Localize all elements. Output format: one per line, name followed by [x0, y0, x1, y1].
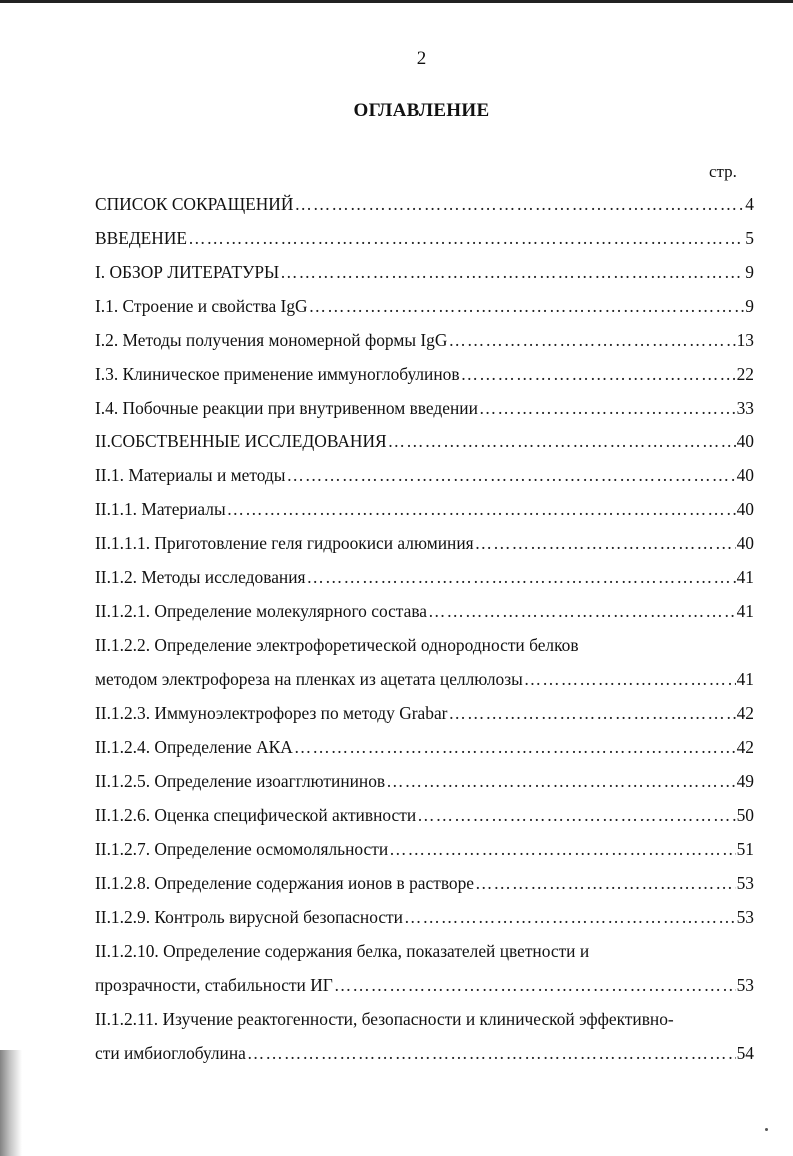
toc-entry-page: 40 [736, 431, 754, 451]
toc-entry-title: II.1. Материалы и методы [95, 465, 286, 485]
dot-leader [386, 769, 735, 793]
page-column-label: стр. [709, 162, 737, 181]
toc-entry-2-1-2-5[interactable] [95, 769, 754, 793]
toc-entry-2-1-2-9[interactable] [95, 905, 754, 929]
dot-leader [389, 837, 735, 861]
toc-entry-page: 40 [736, 499, 754, 519]
toc-entry-page: 54 [736, 1043, 754, 1063]
toc-entry-title: СПИСОК СОКРАЩЕНИЙ [95, 194, 294, 214]
toc-entry-2-1-2-4[interactable] [95, 735, 754, 759]
dot-leader [247, 1041, 736, 1065]
dot-leader [448, 328, 735, 352]
toc-entry-1-1[interactable] [95, 294, 754, 318]
toc-entry-title: II.1.2.9. Контроль вирусной безопасности [95, 907, 403, 927]
toc-entry-title: II.1.2.10. Определение содержания белка, показателей цветности и [95, 941, 590, 961]
toc-entry-2-1-2-2[interactable] [95, 633, 754, 657]
page-top-edge [0, 0, 793, 3]
toc-entry-title: I.3. Клиническое применение иммуноглобулинов [95, 364, 460, 384]
toc-entry-page: 42 [736, 737, 754, 757]
dot-leader [417, 803, 735, 827]
toc-entry-page: 41 [736, 601, 754, 621]
dot-leader [404, 905, 736, 929]
toc-entry-title: II.1.2.6. Оценка специфической активности [95, 805, 417, 825]
toc-entry-title: II.1.1. Материалы [95, 499, 226, 519]
dot-leader [388, 429, 736, 453]
toc-entry-1-2[interactable] [95, 328, 754, 352]
dot-leader [188, 226, 744, 250]
toc-entry-page: 40 [736, 533, 754, 553]
toc-entry-2-1-2-11-cont[interactable] [95, 1041, 754, 1065]
toc-entry-title: II.1.2.1. Определение молекулярного состава [95, 601, 428, 621]
toc-entry-literature-review[interactable] [95, 260, 754, 284]
toc-entry-page: 9 [745, 262, 754, 282]
toc-entry-title: методом электрофореза на пленках из ацетата целлюлозы [95, 669, 523, 689]
toc-entry-2-1-2-10[interactable] [95, 939, 754, 963]
toc-entry-title: ВВЕДЕНИЕ [95, 228, 188, 248]
toc-entry-page: 51 [736, 839, 754, 859]
dot-leader [309, 294, 745, 318]
toc-entry-abbreviations[interactable] [95, 192, 754, 216]
toc-entry-title: II.СОБСТВЕННЫЕ ИССЛЕДОВАНИЯ [95, 431, 387, 451]
dot-leader [448, 701, 735, 725]
dot-leader [280, 260, 744, 284]
toc-entry-2-1-2-3[interactable] [95, 701, 754, 725]
dot-leader [334, 973, 736, 997]
toc-entry-2-1-2-10-cont[interactable] [95, 973, 754, 997]
toc-entry-page: 33 [736, 398, 754, 418]
toc-entry-title: I.2. Методы получения мономерной формы IgG [95, 330, 448, 350]
dot-leader [294, 735, 736, 759]
page-number: 2 [416, 48, 427, 69]
toc-entry-title: II.1.2.8. Определение содержания ионов в растворе [95, 873, 475, 893]
toc-entry-page: 22 [736, 364, 754, 384]
toc-entry-title: II.1.2. Методы исследования [95, 567, 306, 587]
scan-speck [765, 1128, 768, 1131]
toc-entry-page: 4 [745, 194, 754, 214]
toc-entry-title: II.1.2.2. Определение электрофоретической однородности белков [95, 635, 579, 655]
toc-entry-2-1-2[interactable] [95, 565, 754, 589]
toc-entry-page: 53 [736, 907, 754, 927]
dot-leader [428, 599, 736, 623]
toc-entry-2-1-2-2-cont[interactable] [95, 667, 754, 691]
dot-leader [479, 396, 736, 420]
toc-entry-title: I.4. Побочные реакции при внутривенном введении [95, 398, 478, 418]
toc-entry-title: I. ОБЗОР ЛИТЕРАТУРЫ [95, 262, 280, 282]
toc-entry-title: сти имбиоглобулина [95, 1043, 246, 1063]
toc-entry-2-1-2-6[interactable] [95, 803, 754, 827]
scan-edge-shadow [0, 1050, 22, 1156]
dot-leader [286, 463, 735, 487]
toc-entry-title: II.1.2.3. Иммуноэлектрофорез по методу Grabar [95, 703, 448, 723]
toc-entry-2-1-1[interactable] [95, 497, 754, 521]
toc-entry-own-research[interactable] [95, 429, 754, 453]
toc-entry-introduction[interactable] [95, 226, 754, 250]
toc-entry-2-1[interactable] [95, 463, 754, 487]
toc-entry-title: II.1.1.1. Приготовление геля гидроокиси алюминия [95, 533, 474, 553]
toc-entry-page: 40 [736, 465, 754, 485]
toc-entry-page: 13 [736, 330, 754, 350]
dot-leader [475, 531, 736, 555]
toc-entry-page: 9 [745, 296, 754, 316]
dot-leader [227, 497, 736, 521]
dot-leader [294, 192, 744, 216]
toc-entry-page: 53 [736, 975, 754, 995]
toc-entry-2-1-2-8[interactable] [95, 871, 754, 895]
toc-entry-2-1-2-1[interactable] [95, 599, 754, 623]
toc-entry-1-3[interactable] [95, 362, 754, 386]
toc-entry-page: 41 [736, 567, 754, 587]
toc-entry-title: II.1.2.4. Определение АКА [95, 737, 293, 757]
dot-leader [307, 565, 736, 589]
toc-entry-title: прозрачности, стабильности ИГ [95, 975, 333, 995]
toc-entry-page: 5 [745, 228, 754, 248]
toc-entry-2-1-1-1[interactable] [95, 531, 754, 555]
toc-entry-page: 41 [736, 669, 754, 689]
toc-entry-page: 42 [736, 703, 754, 723]
toc-entry-title: II.1.2.7. Определение осмомоляльности [95, 839, 389, 859]
dot-leader [475, 871, 736, 895]
toc-entry-page: 50 [736, 805, 754, 825]
toc-entry-2-1-2-11[interactable] [95, 1007, 754, 1031]
toc-entry-title: II.1.2.11. Изучение реактогенности, безопасности и клинической эффективно- [95, 1009, 674, 1029]
page-title: ОГЛАВЛЕНИЕ [353, 100, 490, 121]
dot-leader [524, 667, 736, 691]
toc-entry-2-1-2-7[interactable] [95, 837, 754, 861]
toc-entry-1-4[interactable] [95, 396, 754, 420]
dot-leader [461, 362, 736, 386]
toc-entry-title: II.1.2.5. Определение изоагглютининов [95, 771, 386, 791]
toc-entry-page: 53 [736, 873, 754, 893]
toc-entry-page: 49 [736, 771, 754, 791]
toc-entry-title: I.1. Строение и свойства IgG [95, 296, 308, 316]
